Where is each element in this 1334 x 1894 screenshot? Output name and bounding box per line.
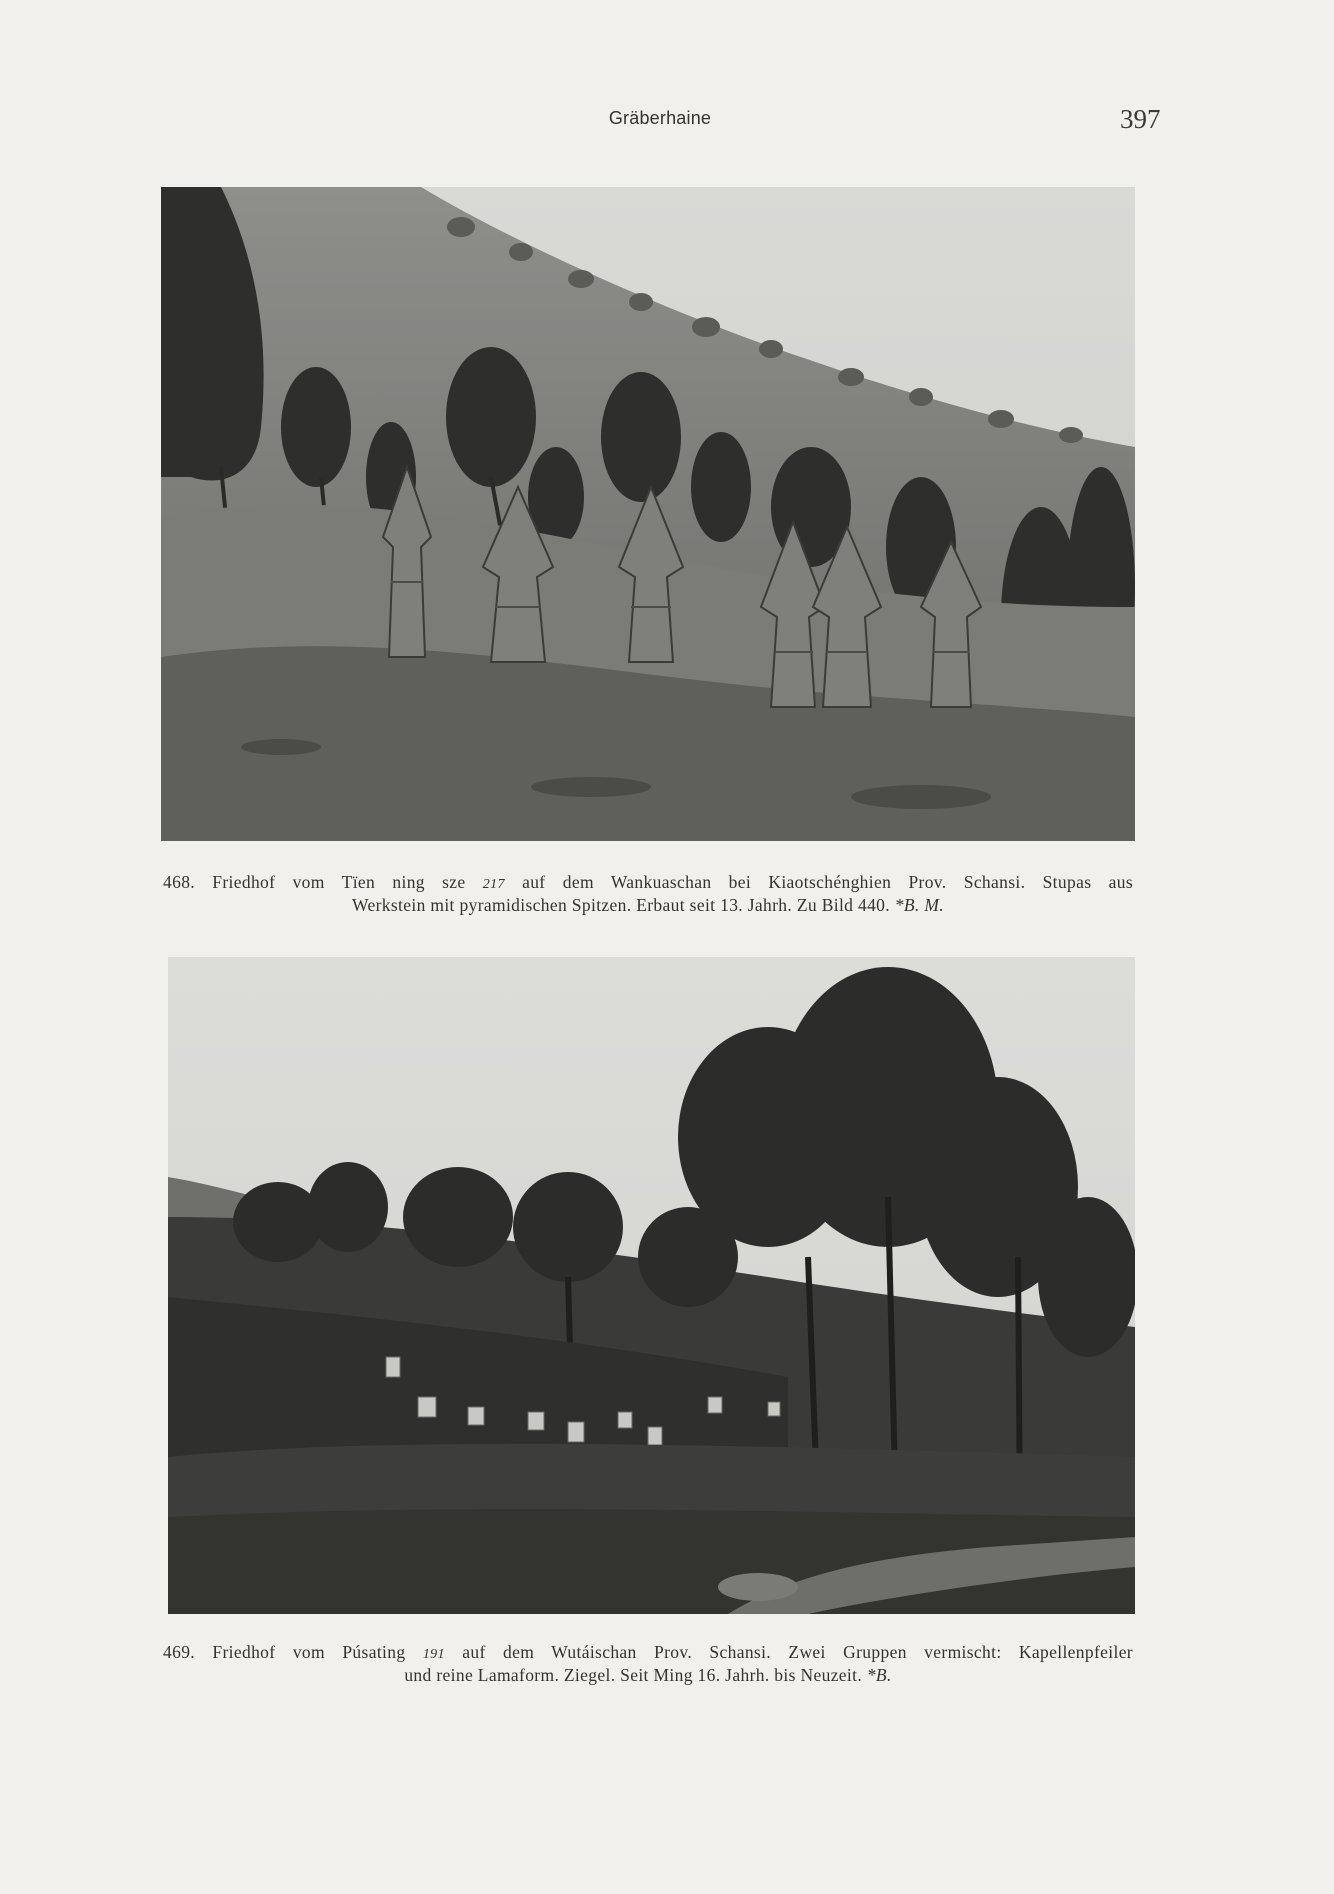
photo-stupa-cemetery — [161, 187, 1135, 841]
page-number: 397 — [1120, 104, 1161, 134]
reference-number: 217 — [482, 877, 505, 892]
photo-lama-cemetery — [168, 957, 1135, 1614]
caption-text: 469. Friedhof vom Púsating — [163, 1642, 423, 1662]
caption-line-1 — [163, 872, 1133, 895]
caption-line-2 — [163, 1665, 1133, 1685]
figure-468-caption — [163, 872, 1133, 915]
photo-credit: *B. M. — [894, 895, 944, 915]
caption-text: 468. Friedhof vom Tïen ning sze — [163, 872, 483, 892]
caption-text: auf dem Wankuaschan bei Kiaotschénghien Prov. Schansi. Stupas aus — [504, 872, 1133, 892]
caption-text: Werkstein mit pyramidischen Spitzen. Erbaut seit 13. Jahrh. Zu Bild 440. — [352, 895, 895, 915]
photo-lama-cemetery-drawing — [168, 957, 1135, 1614]
running-head: Gräberhaine — [608, 108, 712, 128]
caption-text: und reine Lamaform. Ziegel. Seit Ming 16. Jahrh. bis Neuzeit. — [404, 1665, 867, 1685]
page-header — [0, 104, 1334, 134]
photo-credit: *B. — [866, 1665, 892, 1685]
figure-469-caption — [163, 1642, 1133, 1685]
caption-line-1 — [163, 1642, 1133, 1665]
reference-number: 191 — [422, 1647, 445, 1662]
photo-stupa-cemetery-drawing — [161, 187, 1135, 841]
caption-text: auf dem Wutáischan Prov. Schansi. Zwei Gruppen vermischt: Kapellenpfeiler — [444, 1642, 1133, 1662]
caption-line-2 — [163, 895, 1133, 915]
